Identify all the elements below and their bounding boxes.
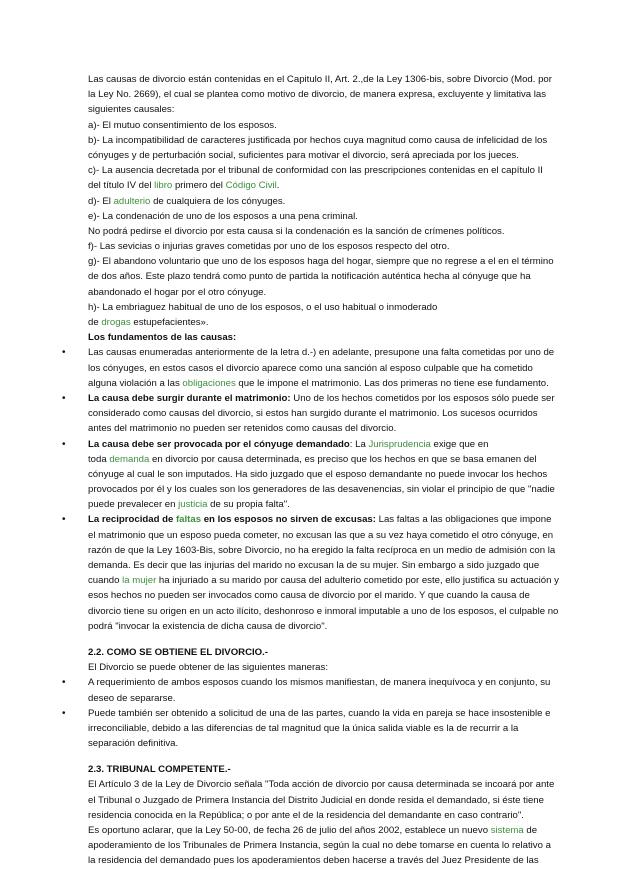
bullet-item [62, 437, 555, 513]
text: deseo de separarse. [88, 692, 176, 704]
text: exige que en [430, 438, 489, 450]
cause-b-cont: cónyuges y de perturbación social, suficientes para motivar el divorcio, será apreciada por los jueces. [88, 149, 519, 161]
cause-d [88, 194, 548, 209]
text: podrá "invocar la existencia de dicha causa de divorcio". [88, 620, 328, 632]
link-libro[interactable]: libro [154, 180, 173, 192]
text [88, 452, 548, 467]
text: la residencia del demandado pues los apoderamientos deben hacerse a través del Juez Presidente de las [88, 855, 539, 867]
text: cónyuge al cual le son imputados. Ha sido juzgado que el esposo demandante no puede invocar los hechos [88, 468, 548, 480]
cause-e: e)- La condenación de uno de los esposos a una pena criminal. [88, 210, 358, 222]
cause-h: h)- La embriaguez habitual de uno de los esposos, o el uso habitual o inmoderado [88, 301, 438, 313]
bold-text: en los esposos no sirven de excusas: [201, 514, 376, 526]
bullet-icon: • [62, 514, 66, 526]
link-obligaciones[interactable]: obligaciones [182, 377, 236, 389]
section-2-3-heading: 2.3. TRIBUNAL COMPETENTE.- [88, 764, 231, 776]
text: de su propia falta". [207, 499, 290, 511]
bullet-item [62, 345, 555, 391]
text: separación definitiva. [88, 738, 179, 750]
link-justicia[interactable]: justicia [178, 499, 208, 511]
cause-a: a)- El mutuo consentimiento de los esposos. [88, 119, 277, 131]
text: estupefacientes». [130, 317, 209, 328]
text: los cónyuges, en estos casos el divorcio aparece como una sanción al esposo culpable que ha cometido [88, 362, 533, 374]
bullet-item [62, 706, 551, 752]
intro-line: siguientes causales: [88, 104, 175, 116]
text: en divorcio por causa determinada, es preciso que los hechos en que se basa emanen del [149, 453, 537, 465]
bold-text: La causa debe ser provocada por el cónyuge demandado [88, 438, 350, 450]
bold-text: La reciprocidad de [88, 514, 176, 526]
link-adulterio[interactable]: adulterio [113, 195, 151, 207]
text: Puede también ser obtenido a solicitud de una de las partes, cuando la vida en pareja se hace insostenible e [88, 707, 551, 719]
text: de cualquiera de los cónyuges. [150, 195, 286, 207]
text [88, 376, 548, 391]
text: toda [88, 453, 110, 465]
link-codigo-civil[interactable]: Código Civil [225, 180, 277, 192]
text [88, 573, 559, 588]
text: Las faltas a las obligaciones que impone [375, 514, 552, 526]
text: El Artículo 3 de la Ley de Divorcio señala "Toda acción de divorcio por causa determinada se incoará por ante [88, 779, 555, 791]
text: apoderamiento de los Tribunales de Primera Instancia, según la cual no debe tomarse en cuenta lo relativo a [88, 840, 551, 852]
cause-g: g)- El abandono voluntario que uno de los esposos haga del hogar, siempre que no regrese a el en el término [88, 256, 554, 268]
cause-g-cont: abandonado el hogar por el otro cónyuge. [88, 286, 267, 298]
fundamentos-heading: Los fundamentos de las causas: [88, 332, 237, 344]
cause-f: f)- Las sevicias o injurias graves cometidas por uno de los esposos respecto del otro. [88, 241, 450, 253]
text: divorcio tiene su origen en un acto ilícito, deshonroso e inmoral imputable a uno de los esposos, el culpable no [88, 605, 559, 617]
link-demanda[interactable]: demanda [109, 453, 150, 465]
bullet-icon: • [62, 438, 66, 450]
section-2-2-heading: 2.2. COMO SE OBTIENE EL DIVORCIO.- [88, 646, 268, 658]
text: esos hechos no pueden ser invocados como causa de divorcio por el marido. Y que cuando la causa de [88, 590, 530, 602]
text [88, 823, 548, 838]
cause-c-cont [88, 178, 548, 193]
text: demanda. Es decir que las injurias del marido no excusan la de su mujer. Sin embargo a sido juzgado que [88, 560, 540, 571]
text: d)- El [88, 195, 114, 207]
text: . [276, 180, 280, 192]
link-drogas[interactable]: drogas [101, 317, 131, 328]
text: cuando [88, 575, 123, 587]
text: considerado como causas del divorcio, si estos han surgido durante el matrimonio. Los sucesos ocurridos [88, 408, 538, 420]
text: Uno de los hechos cometidos por los esposos sólo puede ser [290, 392, 555, 404]
text: residencia conocida en la República; o por ante el de la residencia del demandante en caso contrario". [88, 809, 524, 821]
link-jurisprudencia[interactable]: Jurisprudencia [368, 438, 431, 450]
text: alguna violación a las [88, 377, 183, 389]
text: que le impone el matrimonio. Las dos primeras no tiene ese fundamento. [235, 377, 549, 389]
bold-text: La causa debe surgir durante el matrimonio: [88, 392, 291, 404]
text: Es oportuno aclarar, que la Ley 50-00, de fecha 26 de julio del años 2002, establece un nuevo [88, 825, 491, 836]
bullet-icon: • [62, 707, 66, 719]
text: de [88, 317, 102, 328]
bullet-item [62, 391, 555, 437]
text [88, 512, 552, 527]
text: puede prevalecer en [88, 499, 179, 511]
cause-h-cont [88, 315, 548, 330]
text: del título IV del [88, 180, 155, 192]
bullet-icon: • [62, 392, 66, 404]
text [88, 437, 548, 452]
bullet-item [62, 512, 559, 634]
link-faltas[interactable]: faltas [175, 514, 202, 526]
text [88, 391, 555, 406]
document-page [62, 72, 559, 869]
intro-line: Las causas de divorcio están contenidas en el Capitulo II, Art. 2.,de la Ley 1306-bis, sobre Divorcio (Mod. por [88, 74, 552, 85]
text: razón de que la Ley 1603-Bis, sobre Divorcio, no ha eregido la falta recíproca en un medio de admisión con la [88, 544, 556, 556]
text: de [523, 825, 538, 836]
cause-e-note: No podrá pedirse el divorcio por esta causa si la condenación es la sanción de crímenes políticos. [88, 225, 505, 237]
cause-c: c)- La ausencia decretada por el tribunal de conformidad con las prescripciones contenidas en el capítulo II [88, 165, 543, 177]
text: Las causas enumeradas anteriormente de la letra d.-) en adelante, presupone una falta cometidas por uno de [88, 347, 555, 359]
text: : La [349, 438, 369, 450]
text: primero del [172, 180, 226, 192]
text [88, 497, 548, 512]
section-2-2-intro: El Divorcio se puede obtener de las siguientes maneras: [88, 662, 328, 674]
intro-line: la Ley No. 2669), el cual se plantea como motivo de divorcio, de manera expresa, excluyente y limitativa las [88, 89, 547, 101]
bullet-icon: • [62, 347, 66, 359]
bullet-item [62, 675, 551, 705]
text: A requerimiento de ambos esposos cuando los mismos manifiestan, de manera inequívoca y en conjunto, su [88, 677, 551, 689]
text: provocados por él y los cuales son los generadores de las desavenencias, sin violar el principio de que "nadie [88, 484, 555, 496]
bullet-icon: • [62, 677, 66, 689]
cause-b: b)- La incompatibilidad de caracteres justificada por hechos cuya magnitud como causa de infelicidad de los [88, 134, 548, 146]
text: irreconciliable, debido a las diferencias de tal magnitud que la única salida viable es la de recurrir a la [88, 722, 519, 734]
text: el matrimonio que un esposo pueda cometer, no excusan las que a su vez haya cometido el otro cónyuge, en [88, 529, 554, 541]
cause-g-cont: de dos años. Este plazo tendrá como punto de partida la notificación auténtica hecha al cónyuge que ha [88, 271, 531, 283]
text: ha injuriado a su marido por causa del adulterio cometido por este, ello justifica su actuación y [156, 575, 559, 587]
link-la-mujer[interactable]: la mujer [122, 575, 157, 587]
text: antes del matrimonio no pueden ser retenidos como causas del divorcio. [88, 423, 397, 435]
link-sistema[interactable]: sistema [490, 825, 524, 836]
text: el Tribunal o Juzgado de Primera Instancia del Distrito Judicial en donde resida el demandado, si éste tiene [88, 794, 544, 806]
